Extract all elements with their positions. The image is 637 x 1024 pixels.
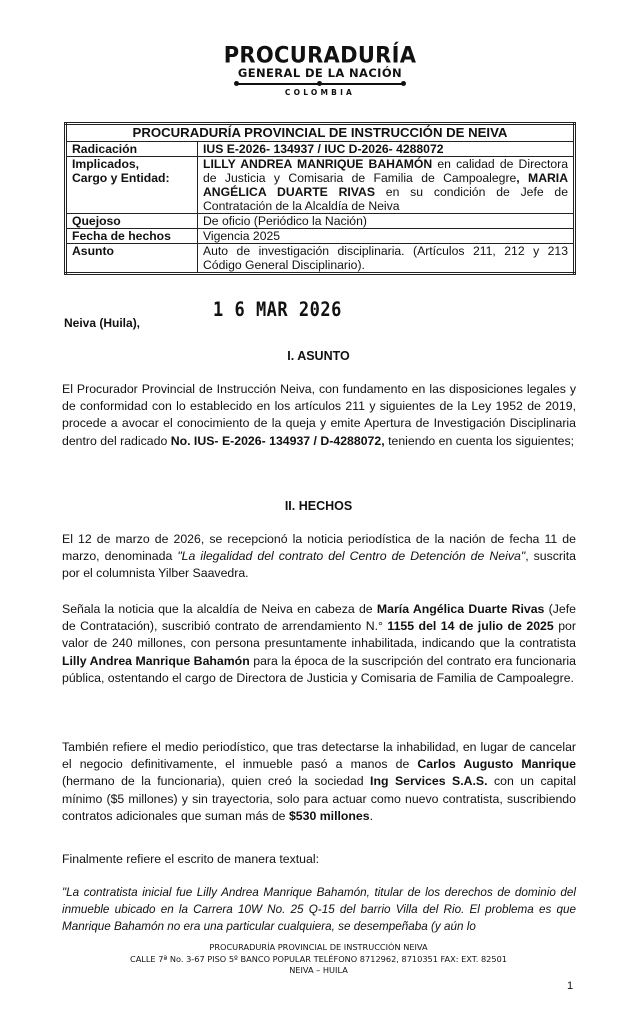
label-quejoso: Quejoso [66, 214, 198, 229]
label-implicados [66, 157, 198, 214]
asunto-paragraph [62, 381, 576, 450]
value-radicacion: IUS E-2026- 134937 / IUC D-2026- 4288072 [198, 142, 575, 157]
dateline-place: Neiva (Huila), [64, 316, 141, 330]
company-name: Ing Services S.A.S. [370, 774, 488, 789]
page-number: 1 [567, 980, 574, 992]
separator: , [516, 171, 529, 185]
text-run: para la época de la suscripción del contrato era funcionaria pública, ostentando el cargo de Directora de Justicia y Comisaria de Familia de Campoalegre. [62, 653, 576, 685]
value-fecha-hechos: Vigencia 2025 [198, 229, 575, 244]
logo-divider [236, 83, 404, 85]
article-quote: "La contratista inicial fue Lilly Andrea Manrique Bahamón, titular de los derechos de dominio del inmueble ubicado en la Carrera 10W No. 25 Q-15 del barrio Villa del Rio. El problema es que Manrique Bahamón no era una particular cualquiera, se desempeñaba (y aún lo [62, 886, 576, 933]
person-name: Lilly Andrea Manrique Bahamón [62, 653, 250, 668]
footer-city: NEIVA – HUILA [289, 965, 348, 975]
text-run: El 12 de marzo de 2026, se recepcionó la noticia periodística de la nación de fecha 11 de marzo, denominada [62, 532, 576, 564]
implicado-role-1: en calidad de Directora de Justicia y Comisaria de Familia de Campoalegre [203, 157, 569, 185]
contract-amount: $530 millones [288, 808, 370, 823]
implicado-role-2: en su condición de Jefe de Contratación de la Alcaldía de Neiva [203, 185, 568, 213]
asunto-text: El Procurador Provincial de Instrucción Neiva, con fundamento en las disposiciones legales y de conformidad con lo establecido en los artículos 211 y siguientes de la Ley 1952 de 2019, procede a avocar el conocimiento de la queja y emite Apertura de Investigación Disciplinaria dentro del radicado [62, 382, 576, 448]
logo-dot-left [234, 81, 239, 86]
text-run: por valor de 240 millones, con persona presuntamente inhabilitada, indicando que la contratista [62, 619, 576, 651]
table-row-radicacion [66, 142, 575, 157]
value-implicados [198, 157, 575, 214]
section-heading-asunto: I. ASUNTO [287, 349, 350, 363]
logo-dot-right [401, 81, 406, 86]
page-footer [0, 942, 637, 977]
label-radicacion: Radicación [66, 142, 198, 157]
text-run: Señala la noticia que la alcaldía de Neiva en cabeza de [62, 602, 377, 616]
table-row-fecha-hechos [66, 229, 575, 244]
contract-number: 1155 del 14 de julio de 2025 [387, 619, 554, 634]
text-run: También refiere el medio periodístico, que tras detectarse la inhabilidad, en lugar de cancelar el negocio definitivamente, el inmueble pasó a manos de [62, 740, 576, 772]
table-title-row [66, 124, 575, 142]
value-quejoso: De oficio (Periódico la Nación) [198, 214, 575, 229]
hechos-paragraph-1 [62, 531, 576, 583]
logo-subtitle: GENERAL DE LA NACIÓN [237, 66, 403, 80]
value-asunto: Auto de investigación disciplinaria. (Artículos 211, 212 y 213 Código General Disciplinario). [198, 244, 575, 274]
implicado-name-2: MARIA ANGÉLICA DUARTE RIVAS [203, 171, 568, 199]
hechos-paragraph-2 [62, 601, 576, 687]
footer-address: CALLE 7ª No. 3-67 PISO 5º BANCO POPULAR TELÉFONO 8712962, 8710351 FAX: EXT. 82501 [129, 953, 507, 964]
table-row-quejoso [66, 214, 575, 229]
logo-dot-center [317, 81, 322, 86]
label-fecha-hechos: Fecha de hechos [66, 229, 198, 244]
footer-office: PROCURADURÍA PROVINCIAL DE INSTRUCCIÓN NEIVA [209, 942, 428, 952]
person-name: Carlos Augusto Manrique [417, 757, 576, 772]
hechos-paragraph-4: Finalmente refiere el escrito de manera textual: [62, 852, 319, 866]
text-run: (Jefe de Contratación), suscribió contrato de arrendamiento N.° [62, 602, 576, 634]
radicado-number: No. IUS- E-2026- 134937 / D-4288072, [170, 433, 385, 448]
label-asunto: Asunto [66, 244, 198, 274]
table-title: PROCURADURÍA PROVINCIAL DE INSTRUCCIÓN DE NEIVA [66, 124, 575, 142]
section-heading-hechos: II. HECHOS [284, 499, 353, 513]
asunto-text-end: teniendo en cuenta los siguientes; [384, 433, 575, 448]
label-implicados-line1: Implicados, [72, 157, 140, 171]
table-row-implicados [66, 157, 575, 214]
text-run: . [369, 808, 374, 823]
logo-country: COLOMBIA [284, 88, 356, 97]
hechos-paragraph-3 [62, 739, 576, 825]
date-stamp: 1 6 MAR 2026 [213, 298, 342, 322]
procuraduria-logo [180, 44, 460, 97]
table-row-asunto [66, 244, 575, 274]
text-run: (hermano de la funcionaria), quien creó la sociedad [62, 774, 371, 789]
case-info-table [64, 122, 576, 275]
article-title: "La ilegalidad del contrato del Centro de Detención de Neiva" [177, 549, 526, 564]
implicado-name-1: LILLY ANDREA MANRIQUE BAHAMÓN [203, 157, 433, 171]
label-implicados-line2: Cargo y Entidad: [72, 171, 170, 185]
text-run: con un capital mínimo ($5 millones) y sin trayectoria, solo para actuar como nuevo contratista, suscribiendo contratos adicionales que suman más de [62, 774, 576, 823]
logo-title: PROCURADURÍA [223, 42, 417, 68]
text-run: , suscrita por el columnista Yilber Saavedra. [62, 549, 576, 581]
person-name: María Angélica Duarte Rivas [376, 602, 545, 616]
